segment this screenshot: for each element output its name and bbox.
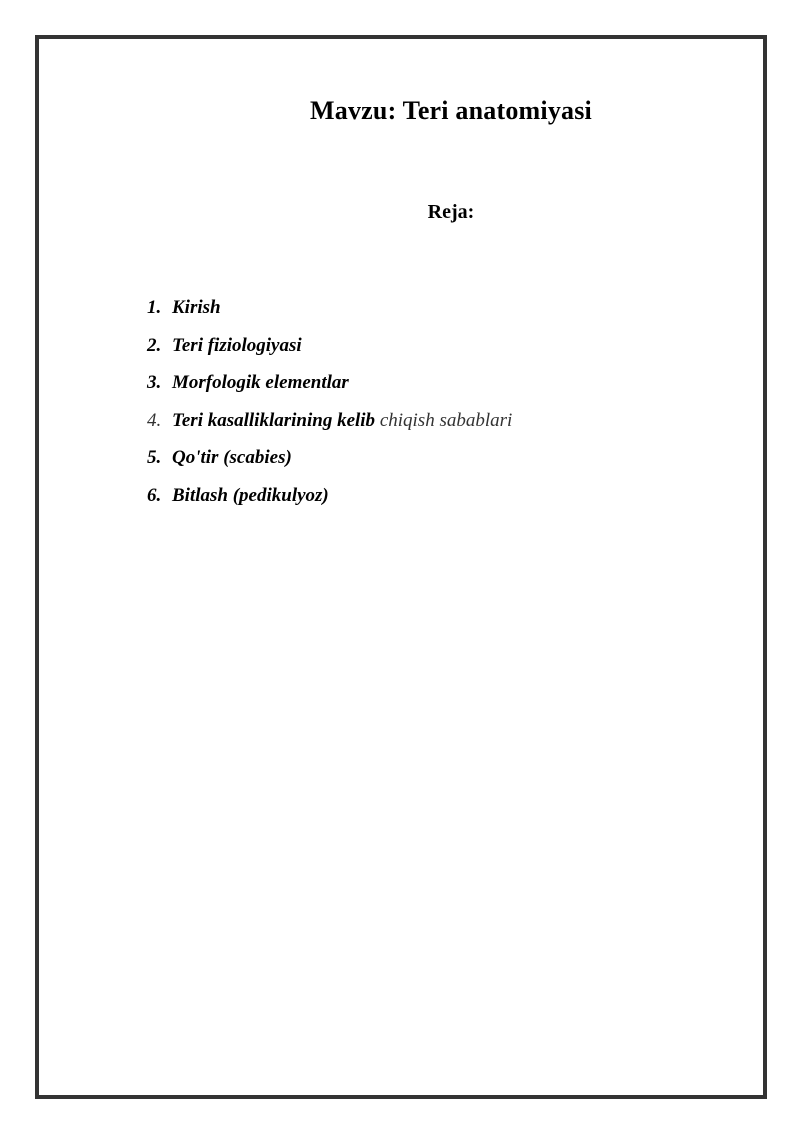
page-frame [35,35,767,1099]
list-item-text: Teri kasalliklarining kelib [172,409,380,431]
list-item [147,402,512,440]
list-item [147,327,512,365]
plan-heading: Reja: [427,201,475,223]
plan-list [147,289,512,514]
list-item-number: 1. [147,297,162,318]
list-item-number: 2. [147,334,162,356]
list-item-number: 4. [147,409,162,431]
list-item [147,364,512,402]
list-item-number: 5. [147,447,162,468]
list-item [147,477,512,515]
list-item-number: 6. [147,484,162,506]
list-item-text-tail: chiqish sabablari [379,409,513,431]
list-item-text: Qo'tir (scabies) [172,447,292,468]
list-item-text: Bitlash (pedikulyoz) [172,484,329,506]
page-title: Mavzu: Teri anatomiyasi [310,96,592,125]
list-item [147,439,512,477]
list-item-text: Kirish [172,297,221,318]
list-item-text: Morfologik elementlar [172,372,349,393]
list-item-text: Teri fiziologiyasi [172,334,302,356]
list-item-number: 3. [147,372,162,393]
list-item [147,289,512,327]
